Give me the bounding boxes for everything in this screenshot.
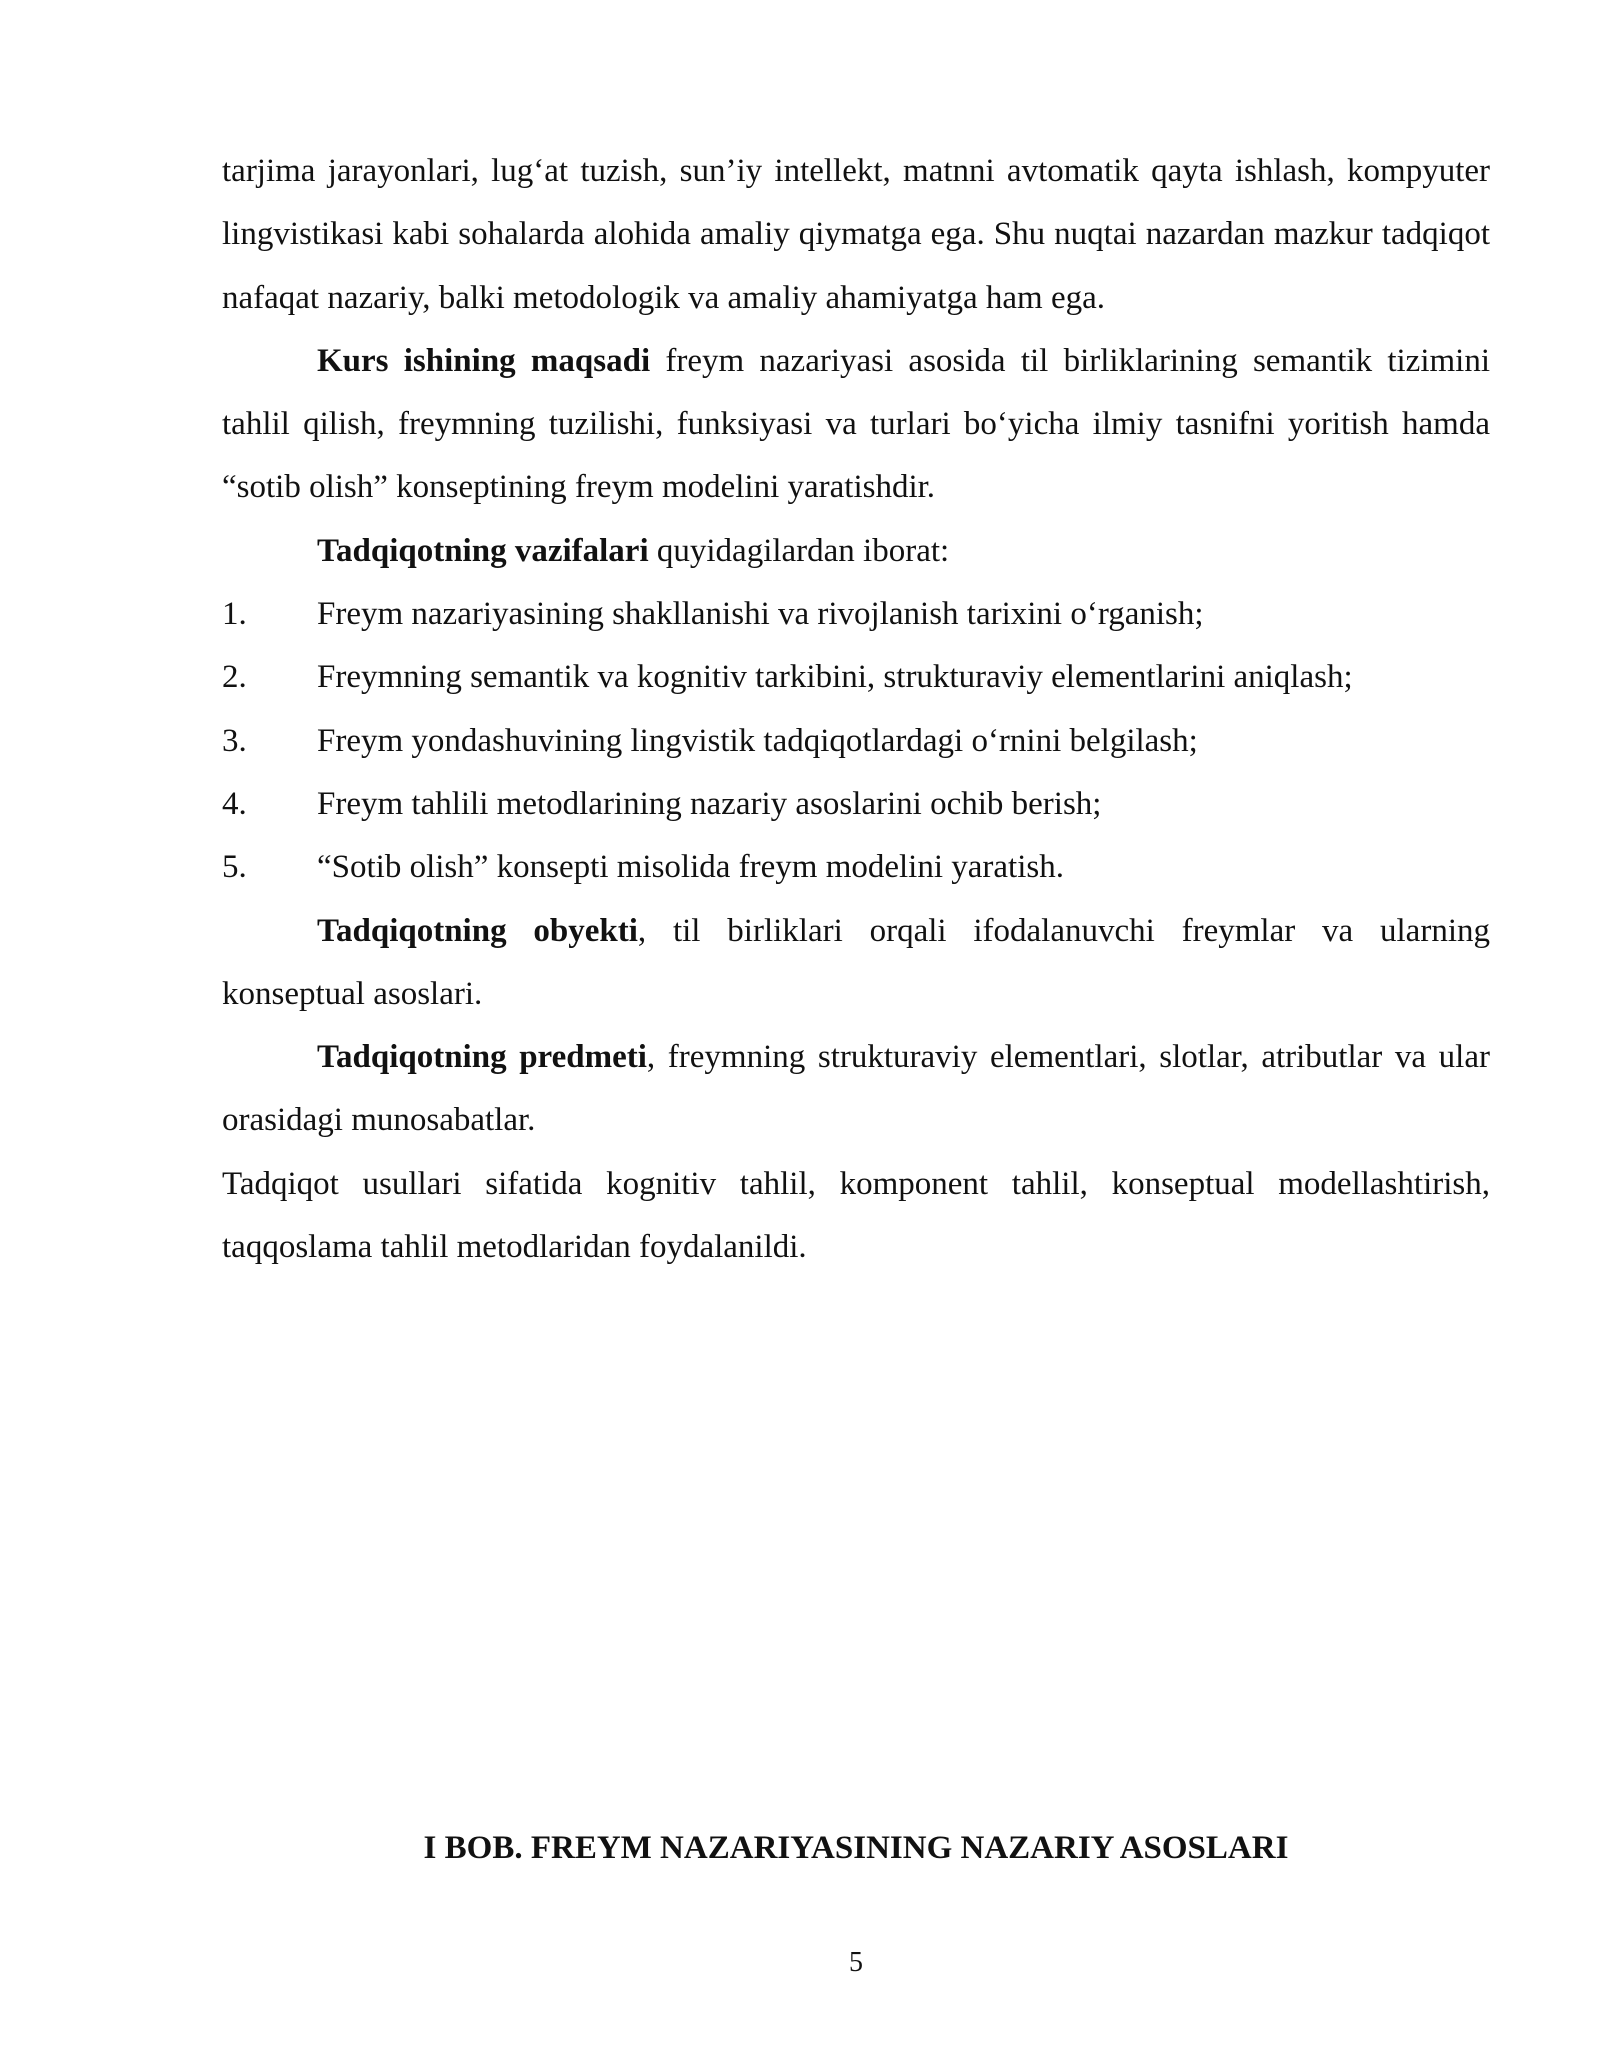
- list-item-text: “Sotib olish” konsepti misolida freym modelini yaratish.: [317, 849, 1064, 886]
- list-item-number: 3.: [222, 722, 247, 759]
- task-list: [222, 583, 1490, 899]
- paragraph-subject: [222, 1026, 1490, 1153]
- list-item-number: 4.: [222, 785, 247, 822]
- subject-label: Tadqiqotning predmeti: [317, 1039, 647, 1076]
- list-item: [222, 773, 1490, 836]
- list-item-number: 5.: [222, 849, 247, 886]
- paragraph-intro: tarjima jarayonlari, lug‘at tuzish, sun’iy intellekt, matnni avtomatik qayta ishlash, kompyuter lingvistikasi kabi sohalarda alohida amaliy qiymatga ega. Shu nuqtai nazardan mazkur tadqiqot nafaqat nazariy, balki metodologik va amaliy ahamiyatga ham ega.: [222, 153, 1490, 316]
- list-item-number: 2.: [222, 659, 247, 696]
- object-text: , til birliklari orqali ifodalanuvchi freymlar va ularning konseptual asoslari.: [222, 912, 1490, 1012]
- list-item-text: Freym tahlili metodlarining nazariy asoslarini ochib berish;: [317, 785, 1102, 822]
- tasks-label: Tadqiqotning vazifalari: [317, 532, 649, 569]
- goal-text: freym nazariyasi asosida til birliklarining semantik tizimini tahlil qilish, freymning tuzilishi, funksiyasi va turlari bo‘yicha ilmiy tasnifni yoritish hamda “sotib olish” konseptining freym modelini yaratishdir.: [222, 342, 1491, 506]
- goal-label: Kurs ishining maqsadi: [317, 342, 651, 379]
- paragraph-tasks: [222, 520, 1490, 583]
- chapter-heading: I BOB. FREYM NAZARIYASINING NAZARIY ASOSLARI: [423, 1830, 1289, 1866]
- list-item: [222, 836, 1490, 899]
- list-item: [222, 710, 1490, 773]
- paragraph-methods: Tadqiqot usullari sifatida kognitiv tahlil, komponent tahlil, konseptual modellashtirish, taqqoslama tahlil metodlaridan foydalanildi.: [222, 1165, 1490, 1266]
- list-item-text: Freym yondashuvining lingvistik tadqiqotlardagi o‘rnini belgilash;: [317, 722, 1198, 759]
- list-item-text: Freymning semantik va kognitiv tarkibini, strukturaviy elementlarini aniqlash;: [317, 659, 1353, 696]
- list-item-text: Freym nazariyasining shakllanishi va rivojlanish tarixini o‘rganish;: [317, 596, 1204, 633]
- list-item: [222, 646, 1490, 709]
- subject-text: , freymning strukturaviy elementlari, slotlar, atributlar va ular orasidagi munosabatlar.: [222, 1039, 1490, 1139]
- tasks-text: quyidagilardan iborat:: [648, 532, 950, 569]
- paragraph-object: [222, 900, 1490, 1027]
- list-item: [222, 583, 1490, 646]
- paragraph-goal: [222, 330, 1490, 520]
- list-item-number: 1.: [222, 596, 247, 633]
- body-text: [222, 140, 1490, 1279]
- object-label: Tadqiqotning obyekti: [317, 912, 638, 949]
- page-number: 5: [849, 1947, 863, 1978]
